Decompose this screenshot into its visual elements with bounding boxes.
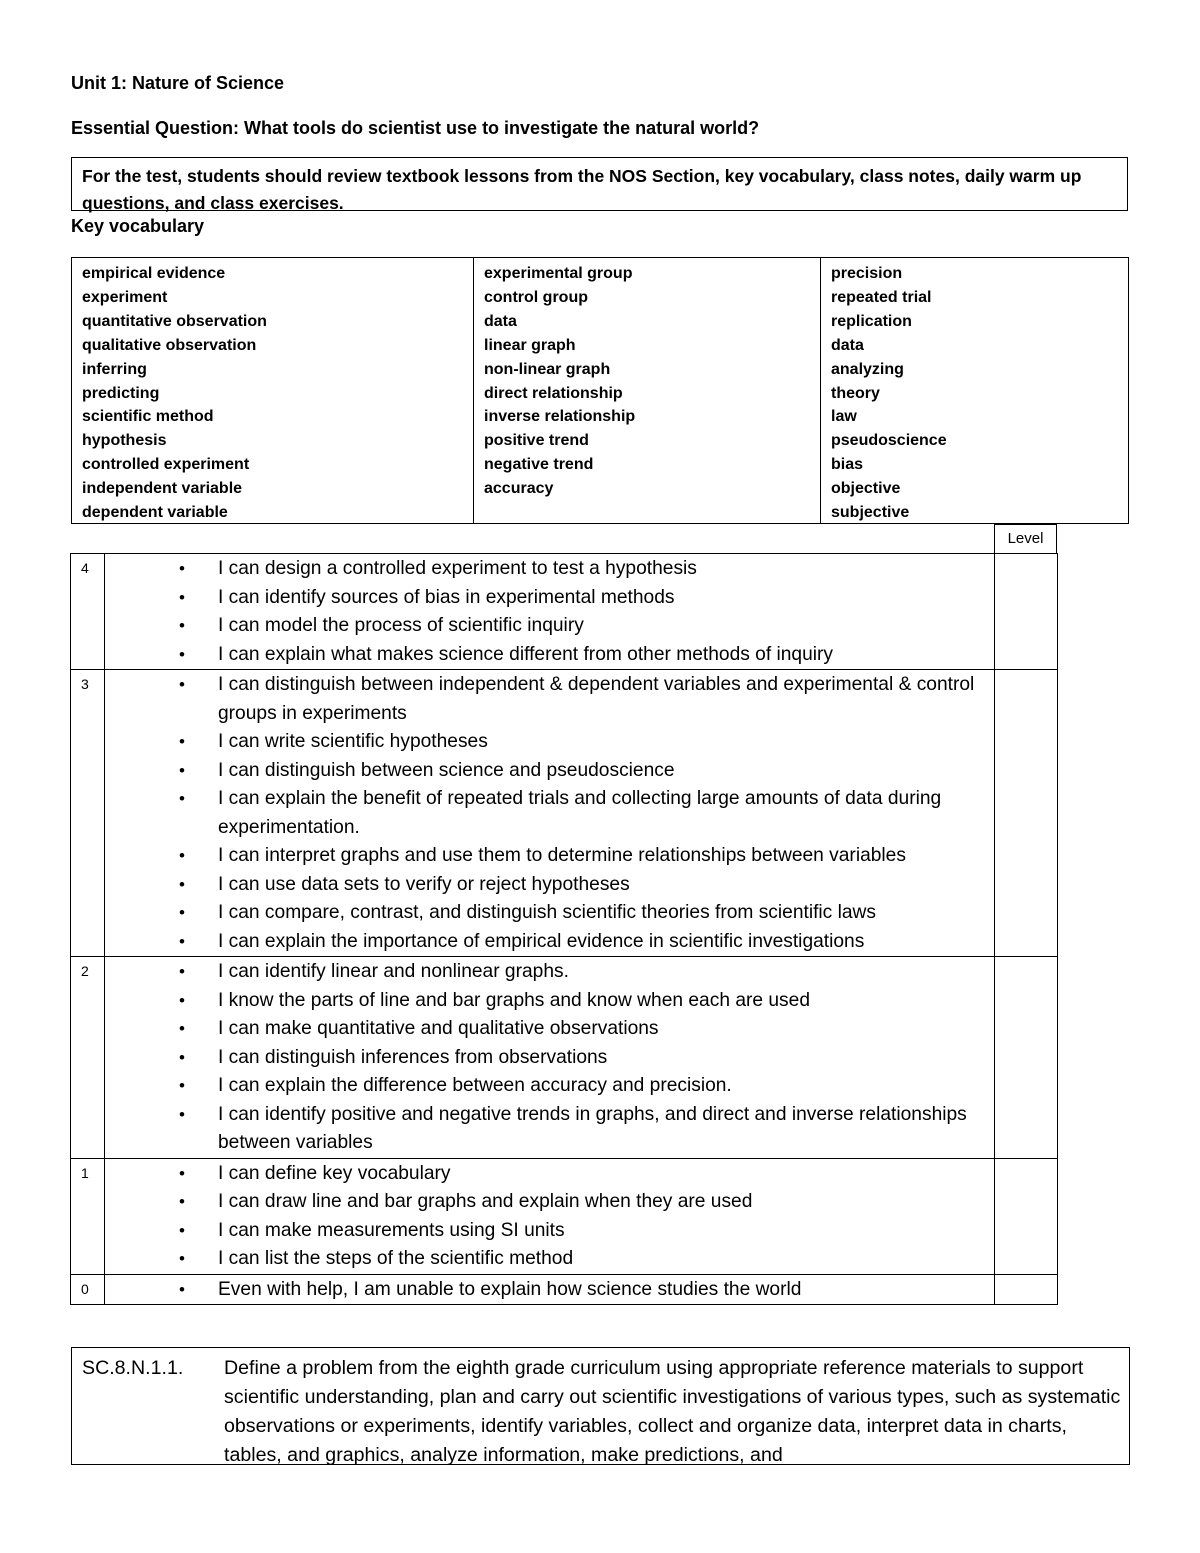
statement-item <box>105 871 994 900</box>
vocab-term: pseudoscience <box>831 432 947 450</box>
statement-item <box>105 1072 994 1101</box>
bullet-icon: • <box>179 789 185 808</box>
statement-text: I can define key vocabulary <box>218 1162 451 1184</box>
bullet-icon: • <box>179 874 185 894</box>
bullet-icon: • <box>179 616 185 635</box>
statement-text: I can interpret graphs and use them to determine relationships between variables <box>218 845 906 866</box>
essential-question: Essential Question: What tools do scientist use to investigate the natural world? <box>71 118 760 138</box>
vocab-term: inferring <box>82 360 147 378</box>
vocab-term: precision <box>831 265 903 282</box>
vocab-term: objective <box>831 480 901 498</box>
vocab-term: replication <box>831 312 912 330</box>
rubric-body <box>71 554 1058 1305</box>
bullet-icon: • <box>179 1163 185 1183</box>
vocab-term: predicting <box>82 384 160 402</box>
vocab-term: direct relationship <box>484 384 623 402</box>
statement-text: I can explain what makes science different from other methods of inquiry <box>218 643 834 665</box>
rubric-row-level-3 <box>71 670 1058 957</box>
vocab-term: qualitative observation <box>82 336 257 354</box>
statement-text: I can distinguish inferences from observations <box>218 1046 608 1068</box>
statement-text: I can identify linear and nonlinear graphs. <box>218 961 569 982</box>
bullet-icon: • <box>179 1076 185 1095</box>
vocab-term: data <box>831 336 864 354</box>
vocab-term: scientific method <box>82 408 214 426</box>
bullet-icon: • <box>179 1192 185 1211</box>
bullet-icon: • <box>179 559 185 578</box>
statement-item <box>105 757 994 786</box>
rubric-statements <box>105 670 995 957</box>
rubric-table <box>70 553 1058 1305</box>
bullet-icon: • <box>179 1019 185 1038</box>
vocab-term: data <box>484 312 517 330</box>
statement-text: I can identify sources of bias in experimental methods <box>218 586 675 608</box>
rubric-level-number: 3 <box>71 670 105 957</box>
statement-item <box>105 641 994 670</box>
vocab-term: non-linear graph <box>484 360 611 378</box>
level-checkbox-cell[interactable] <box>995 554 1058 670</box>
standard-code: SC.8.N.1.1. <box>82 1357 184 1379</box>
standard-box <box>71 1347 1130 1465</box>
statement-text: Even with help, I am unable to explain how science studies the world <box>218 1278 802 1300</box>
statement-list <box>105 1276 994 1305</box>
statement-list <box>105 1160 994 1274</box>
statement-item <box>105 928 994 957</box>
statement-item <box>105 1044 994 1073</box>
bullet-icon: • <box>179 1047 185 1067</box>
vocab-term: dependent variable <box>82 504 228 522</box>
statement-text: I can explain the importance of empirical evidence in scientific investigations <box>218 930 865 952</box>
statement-text: I can use data sets to verify or reject hypotheses <box>218 873 630 895</box>
rubric-row-level-2 <box>71 957 1058 1159</box>
vocab-term: linear graph <box>484 336 576 354</box>
statement-item <box>105 1276 994 1305</box>
statement-text: I can write scientific hypotheses <box>218 731 488 752</box>
vocab-term: accuracy <box>484 480 554 498</box>
standard-text: Define a problem from the eighth grade curriculum using appropriate reference materials to support scientific understanding, plan and carry out scientific investigations of various types, such as systematic observations or experiments, identify variables, collect and organize data, interpret data in charts, tables, and graphics, analyze information, make predictions, and <box>224 1357 1121 1466</box>
statement-item <box>105 1101 994 1158</box>
bullet-icon: • <box>179 1279 185 1299</box>
vocab-heading: Key vocabulary <box>71 216 205 236</box>
rubric-level-number: 4 <box>71 554 105 670</box>
statement-item <box>105 584 994 613</box>
statement-item <box>105 1217 994 1246</box>
statement-list <box>105 671 994 956</box>
rubric-statements <box>105 554 995 670</box>
level-checkbox-cell[interactable] <box>995 1158 1058 1274</box>
vocab-term: bias <box>831 456 864 474</box>
vocab-term: hypothesis <box>82 432 167 450</box>
bullet-icon: • <box>179 1104 185 1124</box>
bullet-icon: • <box>179 1220 185 1240</box>
bullet-icon: • <box>179 846 185 865</box>
rubric-row-level-4 <box>71 554 1058 670</box>
unit-title: Unit 1: Nature of Science <box>71 73 285 93</box>
vocab-column-2 <box>473 258 820 523</box>
statement-text: I can distinguish between science and pseudoscience <box>218 759 675 781</box>
vocab-term: positive trend <box>484 432 589 450</box>
statement-text: I can make measurements using SI units <box>218 1219 565 1241</box>
vocab-term: subjective <box>831 504 910 522</box>
review-note-text: For the test, students should review textbook lessons from the NOS Section, key vocabulary, class notes, daily warm up questions, and class exercises. <box>82 166 1082 213</box>
statement-item <box>105 785 994 842</box>
statement-item <box>105 728 994 757</box>
vocab-term: experiment <box>82 288 168 306</box>
statement-text: I can compare, contrast, and distinguish scientific theories from scientific laws <box>218 902 876 923</box>
level-checkbox-cell[interactable] <box>995 1274 1058 1305</box>
rubric-row-level-1 <box>71 1158 1058 1274</box>
level-header: Level <box>994 524 1057 553</box>
vocab-term: law <box>831 408 857 426</box>
vocab-table <box>71 257 1129 524</box>
statement-item <box>105 958 994 987</box>
level-checkbox-cell[interactable] <box>995 957 1058 1159</box>
level-checkbox-cell[interactable] <box>995 670 1058 957</box>
statement-item <box>105 1188 994 1217</box>
rubric-level-number: 1 <box>71 1158 105 1274</box>
statement-text: I can explain the benefit of repeated trials and collecting large amounts of data during experimentation. <box>218 788 942 838</box>
vocab-term: controlled experiment <box>82 456 250 474</box>
bullet-icon: • <box>179 990 185 1010</box>
statement-list <box>105 958 994 1158</box>
rubric-statements <box>105 1158 995 1274</box>
statement-text: I can design a controlled experiment to test a hypothesis <box>218 558 697 579</box>
statement-text: I know the parts of line and bar graphs and know when each are used <box>218 989 810 1011</box>
bullet-icon: • <box>179 644 185 664</box>
bullet-icon: • <box>179 760 185 780</box>
statement-text: I can draw line and bar graphs and explain when they are used <box>218 1191 753 1212</box>
statement-item <box>105 842 994 871</box>
vocab-term: inverse relationship <box>484 408 636 426</box>
statement-item <box>105 1015 994 1044</box>
rubric-row-level-0 <box>71 1274 1058 1305</box>
bullet-icon: • <box>179 587 185 607</box>
statement-item <box>105 987 994 1016</box>
vocab-column-1 <box>72 258 473 523</box>
rubric-statements <box>105 957 995 1159</box>
vocab-term: analyzing <box>831 360 904 378</box>
vocab-term: negative trend <box>484 456 594 474</box>
statement-item <box>105 1245 994 1274</box>
bullet-icon: • <box>179 962 185 981</box>
bullet-icon: • <box>179 903 185 922</box>
vocab-column-3 <box>820 258 1128 523</box>
vocab-term: empirical evidence <box>82 265 226 282</box>
bullet-icon: • <box>179 931 185 951</box>
statement-text: I can distinguish between independent & dependent variables and experimental & control groups in experiments <box>218 674 975 724</box>
statement-list <box>105 555 994 669</box>
vocab-term: experimental group <box>484 265 633 282</box>
bullet-icon: • <box>179 732 185 751</box>
vocab-term: control group <box>484 288 588 306</box>
rubric-statements <box>105 1274 995 1305</box>
statement-item <box>105 612 994 641</box>
statement-item <box>105 555 994 584</box>
bullet-icon: • <box>179 675 185 694</box>
review-note-box <box>71 157 1128 211</box>
vocab-term: quantitative observation <box>82 312 267 330</box>
statement-text: I can identify positive and negative trends in graphs, and direct and inverse relationships between variables <box>218 1103 967 1153</box>
vocab-term: repeated trial <box>831 288 932 306</box>
rubric-level-number: 2 <box>71 957 105 1159</box>
statement-text: I can model the process of scientific inquiry <box>218 615 584 636</box>
vocab-term: independent variable <box>82 480 243 498</box>
statement-text: I can list the steps of the scientific method <box>218 1248 574 1269</box>
vocab-term: theory <box>831 384 880 402</box>
statement-item <box>105 671 994 728</box>
statement-item <box>105 1160 994 1189</box>
statement-text: I can explain the difference between accuracy and precision. <box>218 1075 732 1096</box>
statement-item <box>105 899 994 928</box>
bullet-icon: • <box>179 1249 185 1268</box>
rubric-level-number: 0 <box>71 1274 105 1305</box>
statement-text: I can make quantitative and qualitative observations <box>218 1018 659 1039</box>
